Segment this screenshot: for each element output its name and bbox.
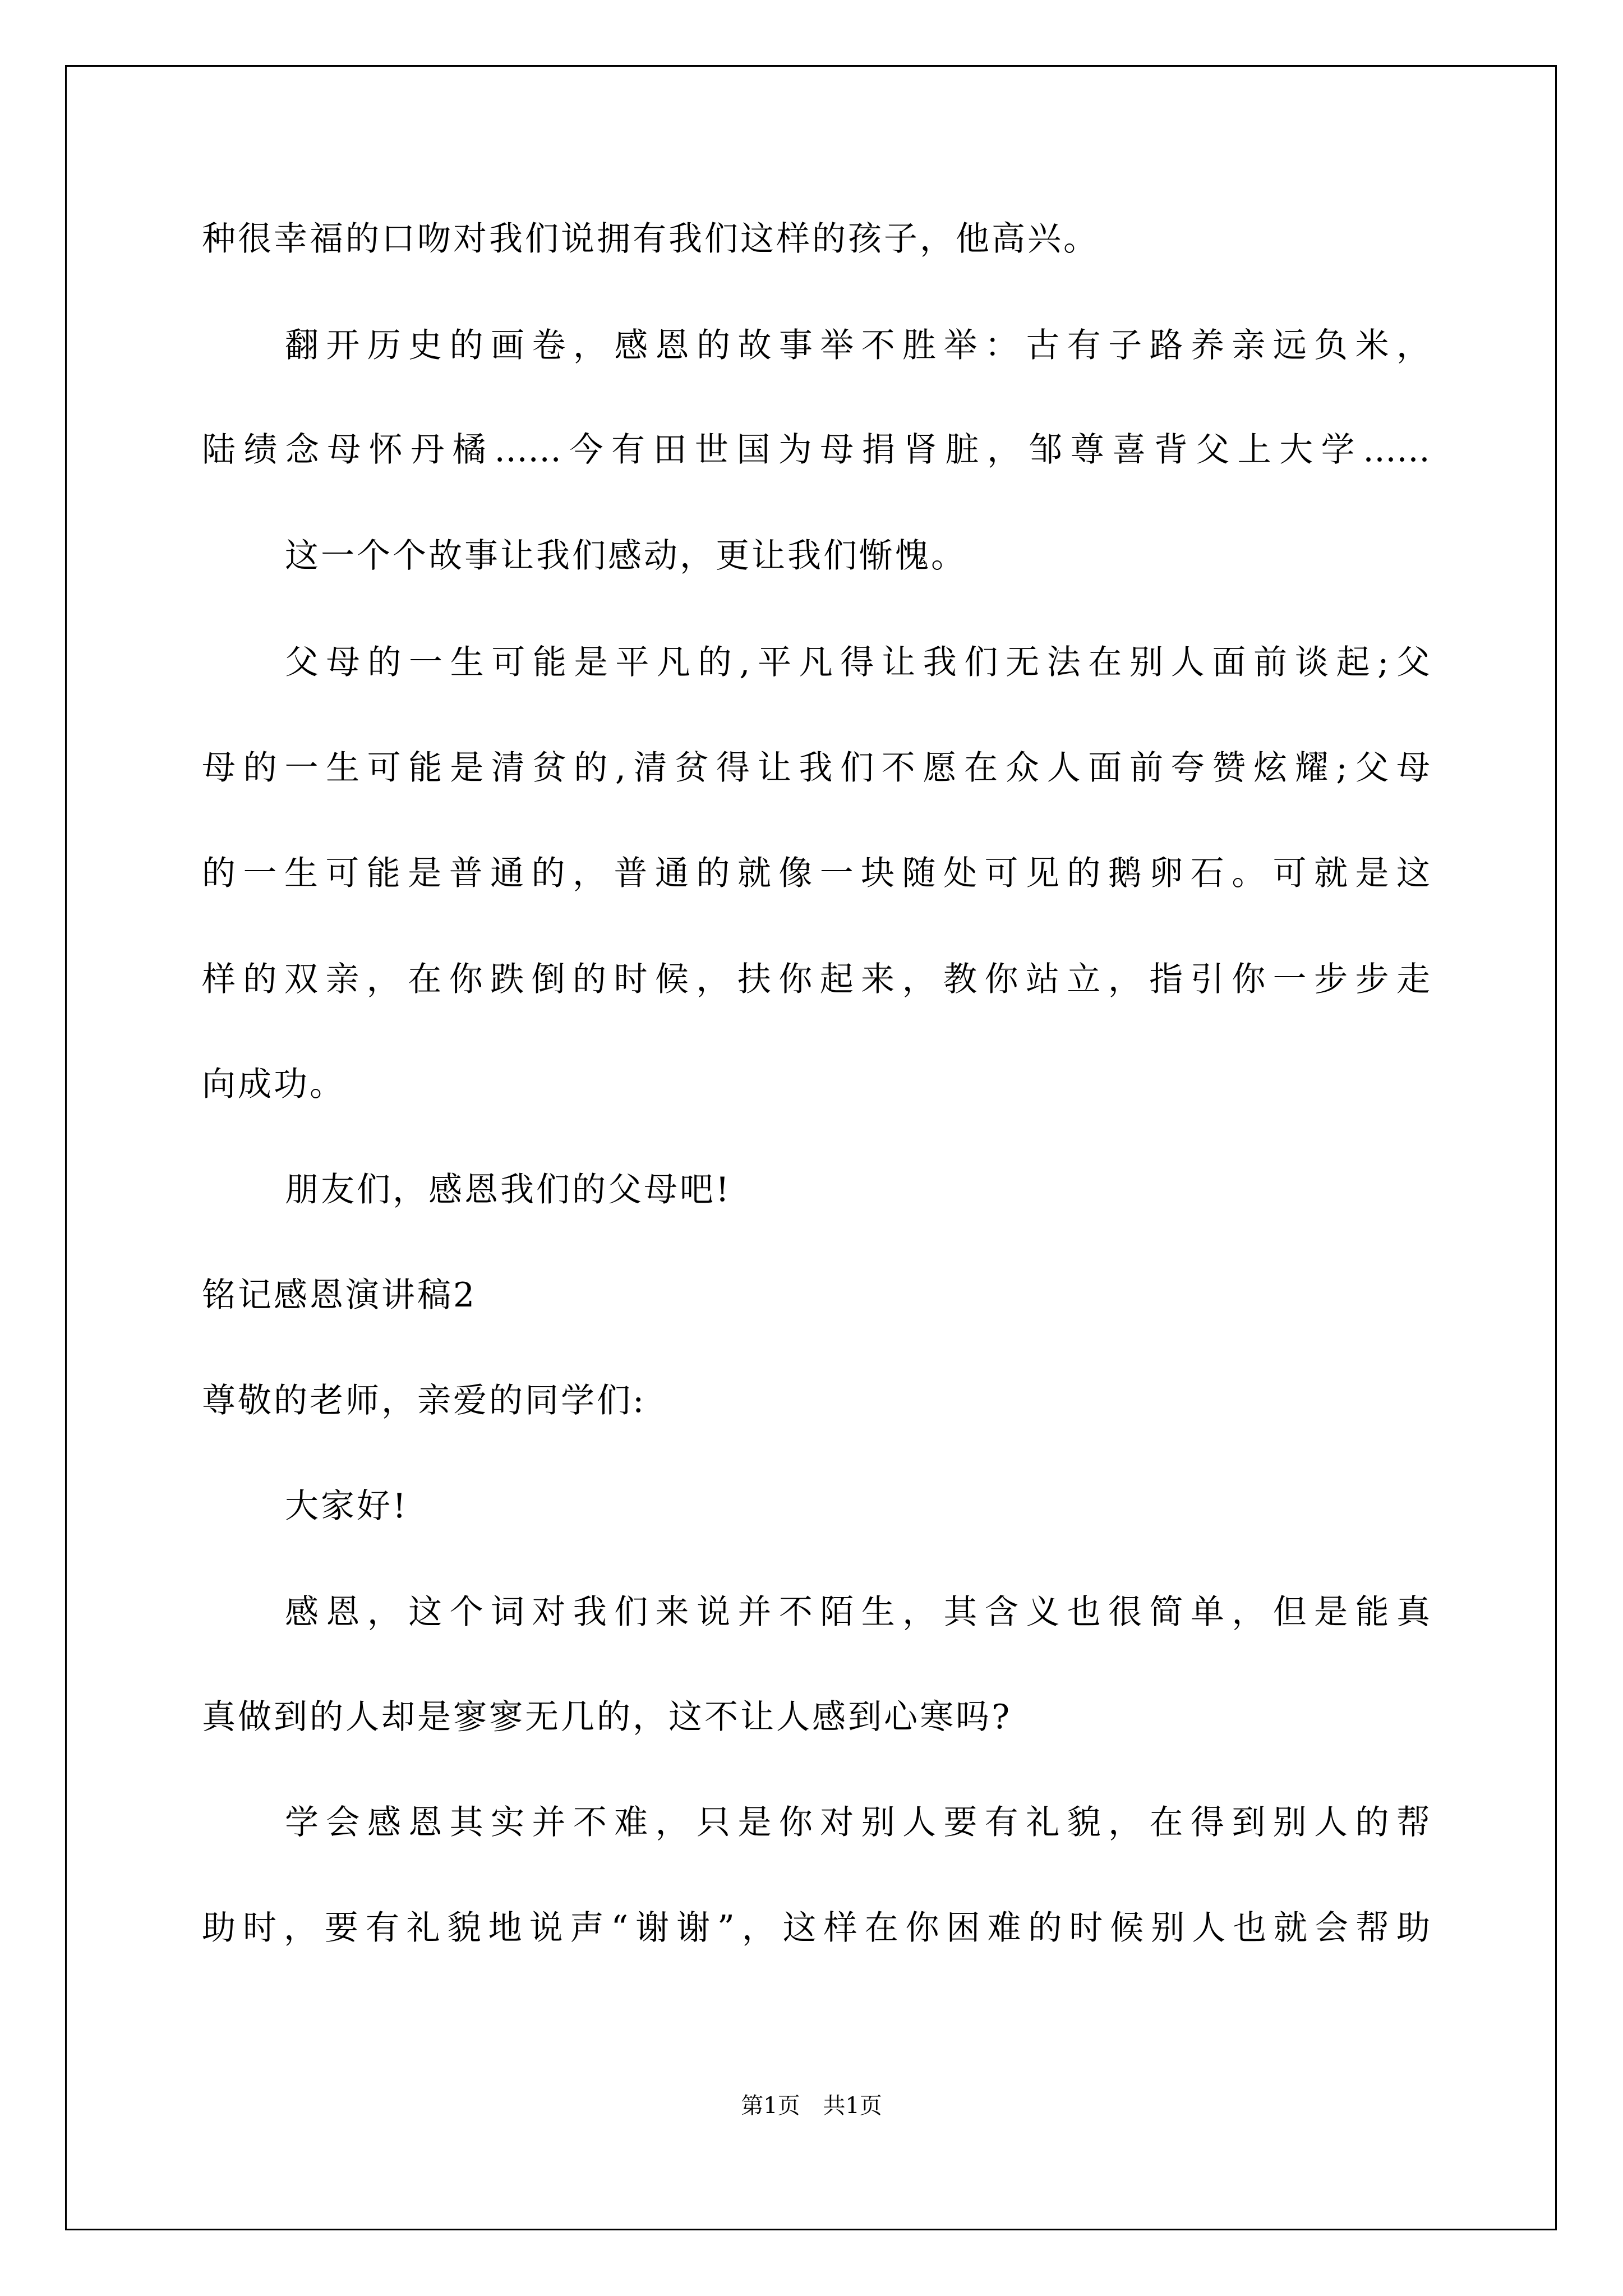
- body-line-10: 朋友们，感恩我们的父母吧!: [285, 1170, 732, 1209]
- body-line-14: 感恩，这个词对我们来说并不陌生，其含义也很简单，但是能真: [285, 1593, 1430, 1632]
- body-line-15: 真做到的人却是寥寥无几的，这不让人感到心寒吗?: [202, 1697, 1012, 1737]
- body-line-17: 助时，要有礼貌地说声“谢谢”，这样在你困难的时候别人也就会帮助: [202, 1908, 1430, 1948]
- page-total: 共1页: [823, 2093, 882, 2119]
- body-line-9: 向成功。: [202, 1065, 345, 1104]
- body-line-8: 样的双亲，在你跌倒的时候，扶你起来，教你站立，指引你一步步走: [202, 960, 1430, 999]
- body-line-7: 的一生可能是普通的，普通的就像一块随处可见的鹅卵石。可就是这: [202, 854, 1430, 893]
- salutation: 尊敬的老师，亲爱的同学们:: [202, 1381, 647, 1420]
- greeting: 大家好!: [285, 1487, 409, 1526]
- page-border: [65, 65, 1557, 2230]
- section-heading: 铭记感恩演讲稿2: [202, 1276, 477, 1315]
- body-line-4: 这一个个故事让我们感动，更让我们惭愧。: [285, 536, 967, 576]
- body-line-16: 学会感恩其实并不难，只是你对别人要有礼貌，在得到别人的帮: [285, 1803, 1430, 1842]
- body-line-5: 父母的一生可能是平凡的,平凡得让我们无法在别人面前谈起;父: [285, 643, 1430, 682]
- page-number: 第1页: [741, 2093, 800, 2119]
- body-line-6: 母的一生可能是清贫的,清贫得让我们不愿在众人面前夸赞炫耀;父母: [202, 748, 1430, 788]
- page-footer: [0, 2092, 1623, 2119]
- body-line-2: 翻开历史的画卷，感恩的故事举不胜举：古有子路养亲远负米，: [285, 326, 1430, 365]
- body-line-3: 陆绩念母怀丹橘……今有田世国为母捐肾脏，邹尊喜背父上大学……: [202, 430, 1430, 470]
- body-line-1: 种很幸福的口吻对我们说拥有我们这样的孩子，他高兴。: [202, 219, 1099, 259]
